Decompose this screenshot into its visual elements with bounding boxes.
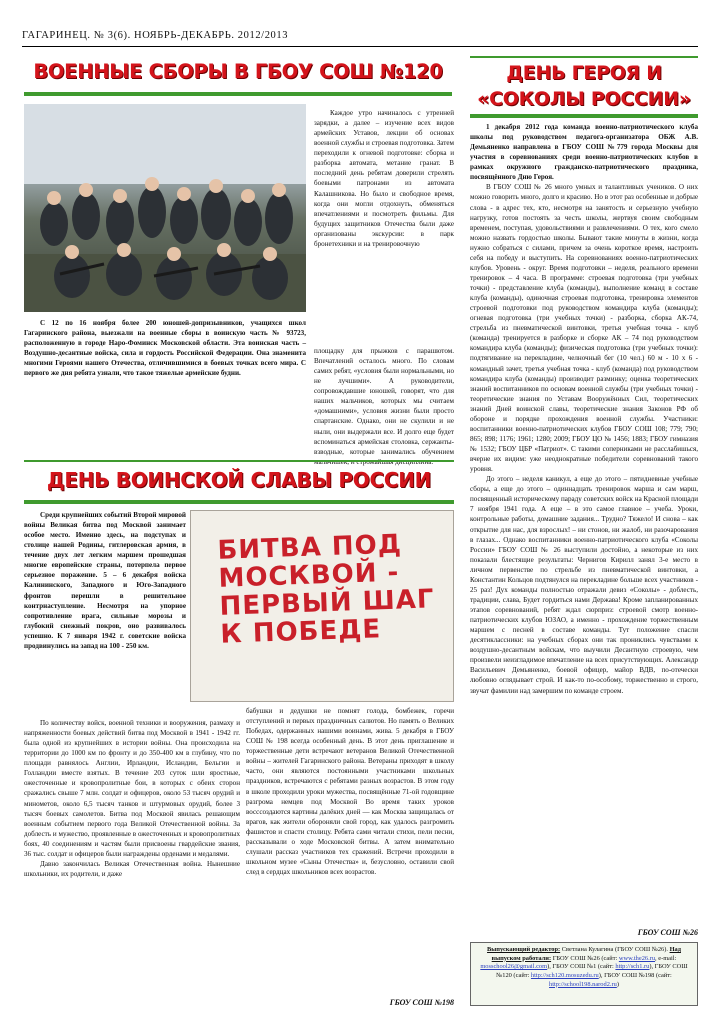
site-link-26[interactable]: www.the26.ru (618, 954, 656, 962)
school26-label: ГБОУ СОШ №26 (сайт: (552, 954, 618, 962)
article3-signature: ГБОУ СОШ №26 (637, 928, 698, 937)
editor-label: Выпускающий редактор: (487, 946, 561, 953)
article1-divider (24, 460, 454, 462)
article2-poster (190, 510, 454, 702)
email-label: e-mail: (658, 954, 677, 962)
article3-body: 1 декабря 2012 года команда военно-патриотического клуба школы под руководством педагога-организатора ОБЖ А.В. Демьяненко направлена в ГБОУ СОШ №779 города Москвы для участия в соревнованиях среди военно-патриотических клубов в рамках окружного гражданско-патриотического праздника, посвящённого Дню Героя. В ГБОУ СОШ № 26 много умных и талантливых учеников. О них можно говорить много, долго и красиво. Но в этот раз особенные и добрые слова - в адрес тех, кто, несмотря на занятость и серьезную учебную нагрузку, готов постоять за честь школы, жертвуя своим свободным временем, поступая, удовольствиями и развлечениями. О тех, кого смело можно назвать гордостью школы. Бывают такие минуты в жизни, когда нужно собраться с силами, причем за очень короткое время, настроить себя на победу и выступить. На соревнованиях военно-патриотических клубов. Уровень - округ. Время подготовки – неделя, реального времени тренировок – 4 часа. В программе: строевая подготовка (три учебных точки) - представление клуба (команды), выполнение команд в составе клуба (команды), одиночная строевая подготовка, тренировка элементов строевой подготовки под руководством командира клуба (команды); огневая подготовка (три учебных точки) - разборка, сборка АК-74, стрельба из пневматической винтовки, третья учебная точка - клуб (команда) тренируется в разборке и сборке АК – 74 под руководством командира клуба (команды); физическая подготовка (три учебных точки): подтягивание на перекладине, челночный бег (10 чел.) 60 м - 10 х 6 - командный зачет, третья учебная точка - клуб (команда) под руководством командира клуба (команды) производит разминку; оценка теоретических знаний воспитанников по основам военной службы (три учебных точки) - теоретические знания по Уставам Вооружённых Сил, теоретических знаний Дней воинской славы, теоретические знания Законов РФ об обороне и порядке прохождения военной службы. Участники: воспитанники военно-патриотических клубов ГБОУ СОШ 108; 779; 790; 865; 898; 1176; 1961; 1280; 2009; ГБОУ ЦО № 1456; 1883; ГБОУ гимназия № 1532; ГБОУ ЦБР «Патриот». С такими соперниками не расслабишься, вчерне их видим: уже неоднократные победители соревнований такого уровня. До этого – неделя каникул, а еще до этого – пятидневные учебные сборы, а еще до этого – одиннадцать тренировок марша и сам марш, посвященный историческому параду советских войск на Красной площади 7 ноября 1941 года. А еще – в это самое главное – учеба. Уроки, контрольные работы, домашние задания... Трудно? Тяжело! И снова – как открытие для нас, для взрослых! – ни стонов, ни жалоб, ни разочарования в глазах... Однако воспитанники военно-патриотического клуба «Соколы России» ГБОУ СОШ № 26 выступили достойно, а некоторые из них показали блестящие результаты: Чернигов Кирилл занял 3-е место в личном первенстве по стрельбе из пневматической винтовки, а Константин Кольцов подтянулся на перекладине больше всех участников - 25 раз! Дух команды полностью отражали девиз «Соколы» - доблесть, традиции, слава, Будет гордиться нами Держава! Кроме запланированных этапов соревнований, ребят ждал сюрприз: строевой смотр военно-патриотических клубов ЮЗАО, а именно - прохождение торжественным маршем с песней в составе команды. Тут положение спасли десятиклассники: на учебных сборах они так прониклись чувствами к воздушно-десантным войскам, что выучили Десантную строевую, чем произвели неизгладимое впечатление на всех присутствующих. Александр Васильевич Демьяненко, боевой офицер, майор ВДВ, по-отечески любовно оглядывает строй. И как-то по-особому, торжественно и строго, звучат фамилии над замершим по команде строем. (470, 123, 698, 695)
article3-top-rule (470, 56, 698, 58)
article3-title-underline (470, 114, 698, 118)
article1-right-column: Каждое утро начиналось с утренней зарядки, а далее – изучение всех видов армейских Уставов, лекции об основах военной службы и строевая подготовка. Затем переходили к огневой подготовке: сборка и разборка автомата, метание гранат. В последний день ребятам доверили стрелять боевыми патронами из автомата Калашникова. Но было и свободное время, когда они могли отдохнуть, обменяться впечатлениями и посмотреть фильмы. Для будущих защитников Отечества были даже организованы экскурсии: в парк бронетехники и на тренировочную (314, 109, 454, 248)
email-link[interactable]: mosschool26@gmail.com (480, 963, 548, 971)
poster-slogan: БИТВА ПОД МОСКВОЙ - ПЕРВЫЙ ШАГ К ПОБЕДЕ (217, 529, 435, 651)
article2-column-1: По количеству войск, военной техники и вооружения, размаху и напряженности боевых действий битва под Москвой в 1941 - 1942 гг. была одной из крупнейших в истории войны. Она происходила на территории до 1000 км по фронту и до 350-400 км в глубину, что по площади равнялось Англии, Ирландии, Исландии, Бельгии и Голландии вместе взятых. В течение 203 суток шли яростные, ожесточенные и кровопролитные бои, в которых с обеих сторон сражались свыше 7 млн. солдат и офицеров, около 53 тысяч орудий и минометов, около 6,5 тысяч танков и штурмовых орудий, более 3 тысяч боевых самолетов. Битва под Москвой явилась решающим военным событием первого года Великой Отечественной войны. За доблесть и мужество, проявленные в ожесточенных и кровопролитных боях, 40 соединениям и частям были присвоены гвардейские звания, 36 тыс. солдат и офицеров были награждены орденами и медалями. Давно закончилась Великая Отечественная война. Нынешние школьники, их родители, и даже (24, 719, 240, 878)
editor-value: Светлана Кулагина (ГБОУ СОШ №26). (561, 946, 668, 953)
article2-signature: ГБОУ СОШ №198 (389, 998, 454, 1007)
article2-column-2: бабушки и дедушки не помнят голода, бомбежек, горечи отступлений и первых праздничных салютов. Но память о Великих Победах, одержанных нашими воинами, жива. 5 декабря в ГБОУ СОШ № 198 всегда особенный день. В этот день приглашение и торжественные дети встречают ветеранов Великой Отечественной войны – жителей Гагаринского района. Ветераны приходят в школу часто, они являются постоянными участниками школьных праздников, встречаются с ребятами разных возрастов. В этом году в школе проходили уроки мужества, посвящённые 71-ой годовщине разгрома немцев под Москвой Во время таких уроков восссоздаются картины далёких дней — как Москва защищалась от врагов, как жители обороняли свой город, как удалось разгромить фашистов и спасти столицу. Ребята сами читали стихи, пели песни, рассказывали о ходе Московской битвы. А затем внимательно слушали рассказ участников тех сражений. Встречи проходили в школьном музее «Сыны Отечества» и, безусловно, оставили свой след в сердцах школьников всех возрастов. (246, 707, 454, 876)
school1-label: ГБОУ СОШ №1 (сайт: (552, 963, 614, 971)
article2-lead: Среди крупнейших событий Второй мировой войны Великая битва под Москвой занимает особое место. Именно здесь, на подступах и столице нашей Родины, гитлеровская армия, в течение двух лет легким маршем прошедшая многие европейские страны, потерпела первое серьезное поражение. 5 – 6 декабря войска Калининского, Западного и Юго-Западного фронтов перешли в решительное контрнаступление. Несмотря на упорное сопротивление врага, сильные морозы и глубокий снежный покров, оно развивалось успешно. К 7 января 1942 г. советские войска продвинулись на запад на 100 - 250 км. (24, 511, 186, 650)
article1-title-underline (24, 92, 452, 96)
school198-label: ГБОУ СОШ №198 (сайт: (604, 971, 672, 979)
article3-title-line2: «СОКОЛЫ РОССИИ» (477, 88, 691, 110)
site-link-120[interactable]: http://sch120.mosuzedu.ru (530, 971, 599, 979)
site-link-1[interactable]: http://sch1.ru (615, 963, 650, 971)
article1-caption: С 12 по 16 ноября более 200 юношей-допризывников, учащихся школ Гагаринского района, выезжали на военные сборы в воинскую часть № 93723, расположенную в городе Наро-Фоминск Московской области. Эта воинская часть – Воздушно-десантные войска, сила и гордость Российской Федерации. Она знаменита многими Героями нашего Отечества, отличившимися в боевых точках всего мира. С первого же дня ребята узнали, что такое тяжелые армейские будни. (24, 319, 306, 378)
site-link-198[interactable]: http://school198.narod2.ru (549, 980, 617, 988)
article2-title-underline (24, 500, 454, 504)
masthead: ГАГАРИНЕЦ. № 3(6). НОЯБРЬ-ДЕКАБРЬ. 2012/2013 (22, 30, 289, 41)
school120-label: ГБОУ СОШ №120 (сайт: (496, 963, 688, 979)
group-photo-illustration (24, 104, 306, 312)
imprint-box: Выпускающий редактор: Светлана Кулагина (ГБОУ СОШ №26). Над выпуском работали: ГБОУ СОШ №26 (сайт: www.the26.ru, e-mail: mosschool26@gmail.com), ГБОУ СОШ №1 (сайт: http://sch1.ru), ГБОУ СОШ №120 (сайт: http://sch120.mosuzedu.ru), ГБОУ СОШ №198 (сайт: http://school198.narod2.ru) (470, 942, 698, 1006)
article2-title: ДЕНЬ ВОИНСКОЙ СЛАВЫ РОССИИ (46, 468, 432, 492)
article3-title-line1: ДЕНЬ ГЕРОЯ И (506, 62, 662, 84)
article1-title: ВОЕННЫЕ СБОРЫ В ГБОУ СОШ №120 (33, 60, 443, 83)
staff-label: Над выпуском работали: (491, 946, 681, 962)
article1-photo (24, 104, 306, 312)
article1-bottom-text: площадку для прыжков с парашютом. Впечатлений осталось много. По словам самих ребят, «условия были нормальными, но не лучшими». А руководители, сопровождавшие юношей, говорят, что для наших мальчиков, которых мы считаем «домашними», условия жизни были просто спартанские. Однако, они не скулили и не ныли, они выдержали все. И долго еще будет вспоминаться армейская столовка, сержанты-взводные, которые занимались обучением (314, 347, 454, 456)
masthead-rule (22, 46, 698, 47)
